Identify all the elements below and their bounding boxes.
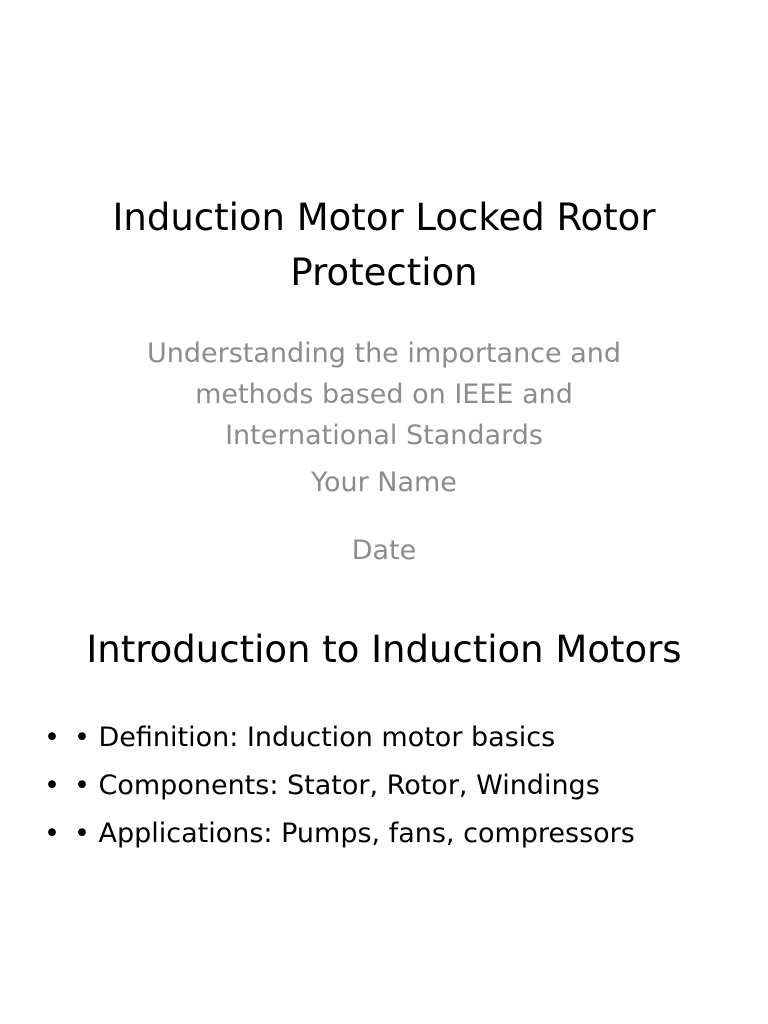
bullet-text: • Components: Stator, Rotor, Windings bbox=[74, 770, 600, 801]
bullet-text: • Definition: Induction motor basics bbox=[74, 722, 556, 753]
bullet-marker: • bbox=[44, 770, 60, 801]
content-slide bbox=[0, 576, 768, 1024]
presentation-date: Date bbox=[351, 535, 417, 566]
bullet-list bbox=[44, 714, 635, 858]
list-item bbox=[44, 810, 635, 858]
slide-title: Induction Motor Locked Rotor Protection bbox=[112, 196, 656, 294]
subtitle-line-3: International Standards bbox=[225, 420, 543, 451]
slide-subtitle bbox=[90, 333, 678, 598]
subtitle-line-2: methods based on IEEE and bbox=[195, 379, 573, 410]
bullet-marker: • bbox=[44, 722, 60, 753]
bullet-text: • Applications: Pumps, fans, compressors bbox=[74, 818, 635, 849]
bullet-marker: • bbox=[44, 818, 60, 849]
content-slide-title: Introduction to Induction Motors bbox=[86, 628, 682, 671]
subtitle-line-1: Understanding the importance and bbox=[146, 338, 622, 369]
list-item bbox=[44, 762, 635, 810]
author-name: Your Name bbox=[311, 467, 457, 498]
list-item bbox=[44, 714, 635, 762]
